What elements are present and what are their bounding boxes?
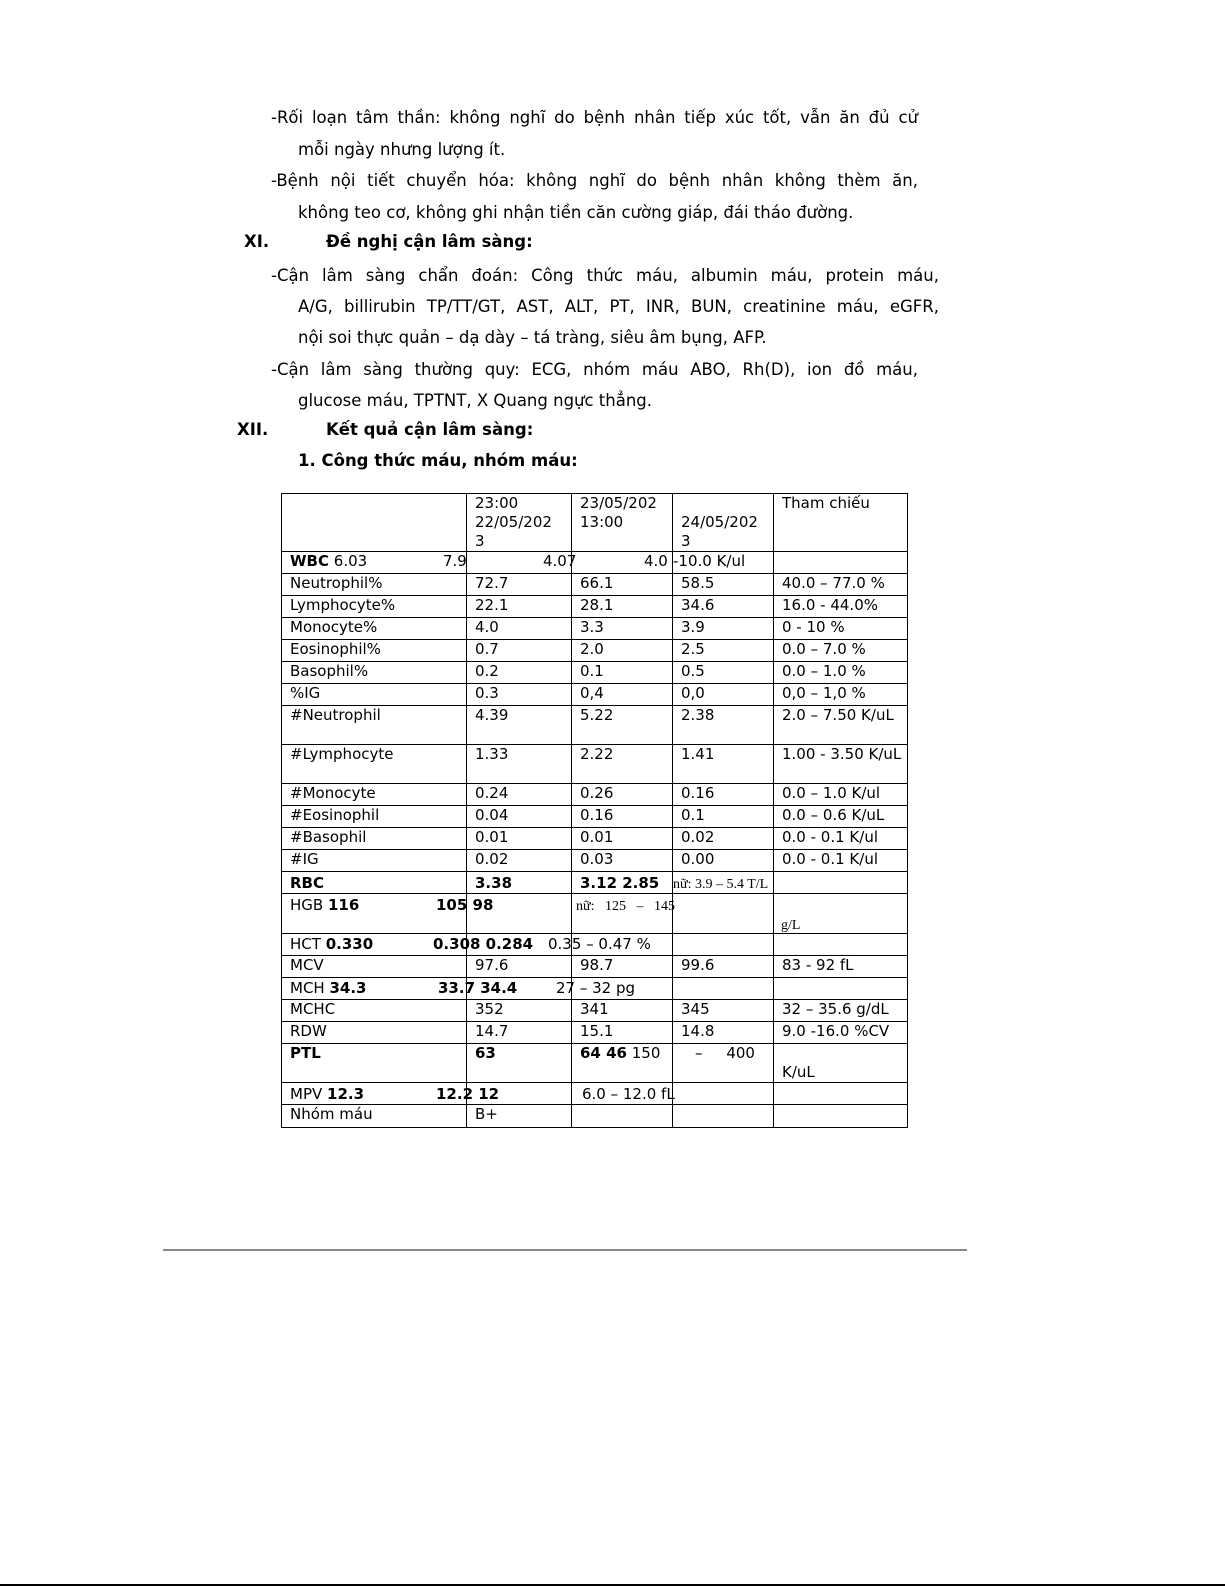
result-value: 2.22	[572, 745, 673, 784]
result-value: 0.00	[673, 850, 774, 872]
table-row: PTL 63 64 46 150 – 400 K/uL	[282, 1044, 908, 1083]
result-value: 0.04	[467, 806, 572, 828]
row-label: RDW	[282, 1022, 467, 1044]
result-value: 3.3	[572, 618, 673, 640]
reference-range: 0.0 - 0.1 K/ul	[774, 850, 908, 872]
reference-range: 9.0 -16.0 %CV	[774, 1022, 908, 1044]
table-row	[282, 662, 908, 684]
result-value: 34.6	[673, 596, 774, 618]
section-title: Kết quả cận lâm sàng:	[326, 420, 534, 439]
table-row	[282, 706, 908, 745]
text-line: -Bệnh nội tiết chuyển hóa: không nghĩ do bệnh nhân không thèm ăn,	[271, 171, 918, 190]
result-value: 0.02	[673, 828, 774, 850]
result-value: 0.01	[572, 828, 673, 850]
rbc-ref: nữ: 3.9 – 5.4 T/L	[673, 877, 769, 892]
result-value: 5.22	[572, 706, 673, 745]
row-label: %IG	[282, 684, 467, 706]
text-line: -Rối loạn tâm thần: không nghĩ do bệnh nhân tiếp xúc tốt, vẫn ăn đủ cử	[271, 108, 918, 127]
reference-range: 16.0 - 44.0%	[774, 596, 908, 618]
row-label: #Eosinophil	[282, 806, 467, 828]
reference-range: 0.0 – 0.6 K/uL	[774, 806, 908, 828]
table-row: MCV 97.6 98.7 99.6 83 - 92 fL	[282, 956, 908, 978]
date-col-2: 23/05/202 13:00	[572, 494, 673, 552]
mch-label: MCH 34.3	[290, 979, 367, 997]
result-value: 2.0	[572, 640, 673, 662]
reference-range: 0.0 – 1.0 K/ul	[774, 784, 908, 806]
result-value: 345	[673, 1000, 774, 1022]
hct-ref: 0.35 – 0.47 %	[548, 935, 651, 953]
mch-ref: 27 – 32 pg	[556, 979, 636, 997]
text-line: nội soi thực quản – dạ dày – tá tràng, siêu âm bụng, AFP.	[298, 328, 767, 347]
row-label: Eosinophil%	[282, 640, 467, 662]
reference-range: 0 - 10 %	[774, 618, 908, 640]
result-value: 0.1	[673, 806, 774, 828]
table-row	[282, 684, 908, 706]
mpv-ref: 6.0 – 12.0 fL	[582, 1085, 675, 1103]
result-value: 0.24	[467, 784, 572, 806]
result-value: 1.41	[673, 745, 774, 784]
text-line: -Cận lâm sàng chẩn đoán: Công thức máu, albumin máu, protein máu,	[271, 266, 939, 285]
text-line: không teo cơ, không ghi nhận tiền căn cường giáp, đái tháo đường.	[298, 203, 854, 222]
result-value: 66.1	[572, 574, 673, 596]
reference-range: 0,0 – 1,0 %	[774, 684, 908, 706]
row-label: MCHC	[282, 1000, 467, 1022]
table-row: Nhóm máu B+	[282, 1105, 908, 1128]
wbc-ref: 4.0	[644, 552, 668, 570]
result-value: 0.16	[572, 806, 673, 828]
table-row	[282, 552, 908, 574]
hgb-value: 105 98	[436, 896, 494, 914]
table-row	[282, 596, 908, 618]
result-value: 0,0	[673, 684, 774, 706]
date-col-1: 23:00 22/05/202 3	[475, 494, 552, 550]
hct-label: HCT 0.330	[290, 935, 374, 953]
table-row	[282, 850, 908, 872]
result-value: 4.0	[467, 618, 572, 640]
section-title: Đề nghị cận lâm sàng:	[326, 232, 533, 251]
result-value: 0.3	[467, 684, 572, 706]
row-label: Neutrophil%	[282, 574, 467, 596]
result-value: 1.33	[467, 745, 572, 784]
subsection-title: 1. Công thức máu, nhóm máu:	[298, 451, 578, 470]
result-value: 0.5	[673, 662, 774, 684]
result-value: 0.01	[467, 828, 572, 850]
hct-value: 0.308 0.284	[433, 935, 534, 953]
wbc-value: 4.07	[543, 552, 577, 570]
table-row	[282, 618, 908, 640]
reference-range: 2.0 – 7.50 K/uL	[774, 706, 908, 745]
rbc-value: 3.12 2.85	[580, 874, 660, 892]
table-row	[282, 784, 908, 806]
result-value: 28.1	[572, 596, 673, 618]
result-value: 2.38	[673, 706, 774, 745]
rbc-value: 3.38	[475, 874, 513, 892]
mpv-label: MPV 12.3	[290, 1085, 365, 1103]
reference-range: 0.0 – 1.0 %	[774, 662, 908, 684]
text-line: A/G, billirubin TP/TT/GT, AST, ALT, PT, INR, BUN, creatinine máu, eGFR,	[298, 297, 939, 316]
mpv-value: 12.2 12	[436, 1085, 500, 1103]
wbc-value: 7.9	[443, 552, 467, 570]
result-value: 0.7	[467, 640, 572, 662]
table-row	[282, 640, 908, 662]
table-row	[282, 1022, 908, 1044]
table-row	[282, 806, 908, 828]
result-value: 0.02	[467, 850, 572, 872]
row-label: #Monocyte	[282, 784, 467, 806]
blood-count-table	[281, 493, 907, 1128]
reference-header: Tham chiếu	[774, 494, 908, 552]
result-value: 0.1	[572, 662, 673, 684]
result-value: 3.9	[673, 618, 774, 640]
result-value: 0.03	[572, 850, 673, 872]
result-value: 15.1	[572, 1022, 673, 1044]
result-value: 2.5	[673, 640, 774, 662]
row-label: #Basophil	[282, 828, 467, 850]
table-row	[282, 745, 908, 784]
hgb-ref: nữ: 125 – 145	[576, 899, 675, 914]
result-value: 0.2	[467, 662, 572, 684]
hgb-unit: g/L	[781, 918, 801, 933]
result-value: 341	[572, 1000, 673, 1022]
table-row	[282, 574, 908, 596]
section-number: XI.	[244, 232, 270, 251]
result-value: 14.7	[467, 1022, 572, 1044]
result-value: 0.26	[572, 784, 673, 806]
text-line: -Cận lâm sàng thường quy: ECG, nhóm máu ABO, Rh(D), ion đồ máu,	[271, 360, 918, 379]
reference-range: 0.0 - 0.1 K/ul	[774, 828, 908, 850]
reference-range: 1.00 - 3.50 K/uL	[774, 745, 908, 784]
text-line: mỗi ngày nhưng lượng ít.	[298, 140, 506, 159]
table-row	[282, 828, 908, 850]
result-value: 0.16	[673, 784, 774, 806]
section-number: XII.	[237, 420, 269, 439]
result-value: 14.8	[673, 1022, 774, 1044]
table-row	[282, 1000, 908, 1022]
table-header-row: 23:00 22/05/202 3 23/05/202 13:00 24/05/202 3 Tham chiếu	[282, 494, 908, 552]
mch-value: 33.7 34.4	[438, 979, 518, 997]
result-value: 72.7	[467, 574, 572, 596]
result-value: 58.5	[673, 574, 774, 596]
reference-range: 0.0 – 7.0 %	[774, 640, 908, 662]
wbc-label: WBC 6.03	[290, 552, 368, 570]
row-label: Basophil%	[282, 662, 467, 684]
result-value: 4.39	[467, 706, 572, 745]
rbc-label: RBC	[290, 874, 324, 892]
wbc-ref: -10.0 K/ul	[673, 552, 746, 570]
text-line: glucose máu, TPTNT, X Quang ngực thẳng.	[298, 391, 653, 410]
result-value: 352	[467, 1000, 572, 1022]
reference-range: 40.0 – 77.0 %	[774, 574, 908, 596]
hgb-label: HGB 116	[290, 896, 360, 914]
result-value: 22.1	[467, 596, 572, 618]
reference-range: 32 – 35.6 g/dL	[774, 1000, 908, 1022]
row-label: Monocyte%	[282, 618, 467, 640]
result-value: 0,4	[572, 684, 673, 706]
row-label: #Lymphocyte	[282, 745, 467, 784]
row-label: #Neutrophil	[282, 706, 467, 745]
row-label: #IG	[282, 850, 467, 872]
page-divider	[163, 1249, 967, 1251]
row-label: Lymphocyte%	[282, 596, 467, 618]
